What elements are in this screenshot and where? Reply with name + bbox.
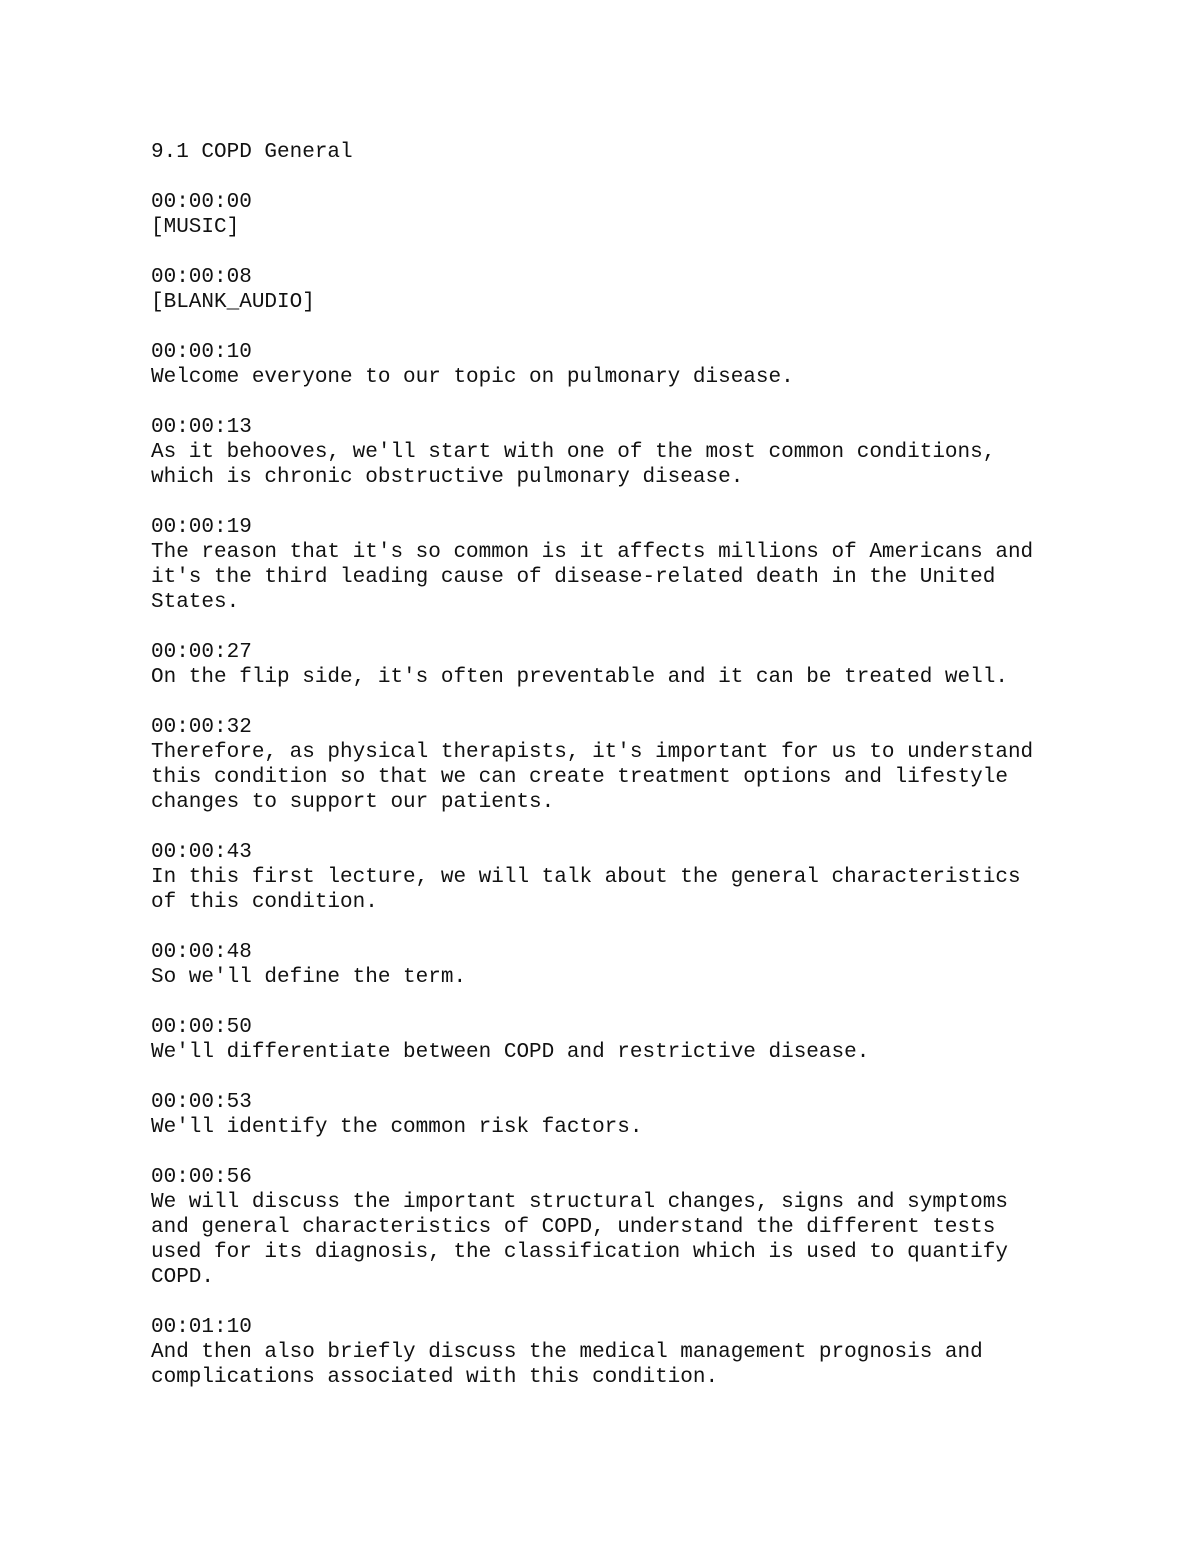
entry-timestamp: 00:00:53 <box>151 1091 252 1114</box>
entry-caption: We'll differentiate between COPD and restrictive disease. <box>151 1041 870 1064</box>
entry-timestamp: 00:00:00 <box>151 191 252 214</box>
entry-caption: [BLANK_AUDIO] <box>151 291 315 314</box>
entry-caption: And then also briefly discuss the medical management prognosis and complications associated with this condition. <box>151 1341 983 1389</box>
entry-timestamp: 00:00:32 <box>151 716 252 739</box>
transcript-page <box>151 140 1111 1390</box>
entry-caption: The reason that it's so common is it affects millions of Americans and it's the third leading cause of disease-related death in the United States. <box>151 541 1034 614</box>
entry-timestamp: 00:00:13 <box>151 416 252 439</box>
transcript-entry <box>151 1015 1111 1065</box>
transcript-entry <box>151 340 1111 390</box>
entry-caption: We'll identify the common risk factors. <box>151 1116 643 1139</box>
entry-timestamp: 00:00:10 <box>151 341 252 364</box>
transcript-entry <box>151 1315 1111 1390</box>
document-title: 9.1 COPD General <box>151 141 353 164</box>
transcript-entry <box>151 840 1111 915</box>
entry-caption: Therefore, as physical therapists, it's important for us to understand this condition so that we can create treatment options and lifestyle changes to support our patients. <box>151 741 1034 814</box>
entry-timestamp: 00:00:08 <box>151 266 252 289</box>
entry-caption: On the flip side, it's often preventable and it can be treated well. <box>151 666 1008 689</box>
entry-timestamp: 00:01:10 <box>151 1316 252 1339</box>
entry-caption: Welcome everyone to our topic on pulmonary disease. <box>151 366 794 389</box>
entry-caption: We will discuss the important structural changes, signs and symptoms and general characteristics of COPD, understand the different tests used for its diagnosis, the classification which is used to quantify COPD. <box>151 1191 1008 1289</box>
entry-caption: So we'll define the term. <box>151 966 467 989</box>
entry-caption: [MUSIC] <box>151 216 240 239</box>
transcript-entries <box>151 190 1111 1390</box>
transcript-entry <box>151 1090 1111 1140</box>
transcript-entry <box>151 415 1111 490</box>
entry-timestamp: 00:00:19 <box>151 516 252 539</box>
entry-timestamp: 00:00:27 <box>151 641 252 664</box>
transcript-entry <box>151 265 1111 315</box>
entry-timestamp: 00:00:43 <box>151 841 252 864</box>
transcript-entry <box>151 1165 1111 1290</box>
transcript-entry <box>151 190 1111 240</box>
transcript-entry <box>151 940 1111 990</box>
transcript-entry <box>151 640 1111 690</box>
entry-timestamp: 00:00:50 <box>151 1016 252 1039</box>
entry-timestamp: 00:00:48 <box>151 941 252 964</box>
entry-caption: As it behooves, we'll start with one of the most common conditions, which is chronic obstructive pulmonary disease. <box>151 441 996 489</box>
entry-timestamp: 00:00:56 <box>151 1166 252 1189</box>
transcript-entry <box>151 515 1111 615</box>
transcript-entry <box>151 715 1111 815</box>
entry-caption: In this first lecture, we will talk about the general characteristics of this condition. <box>151 866 1021 914</box>
